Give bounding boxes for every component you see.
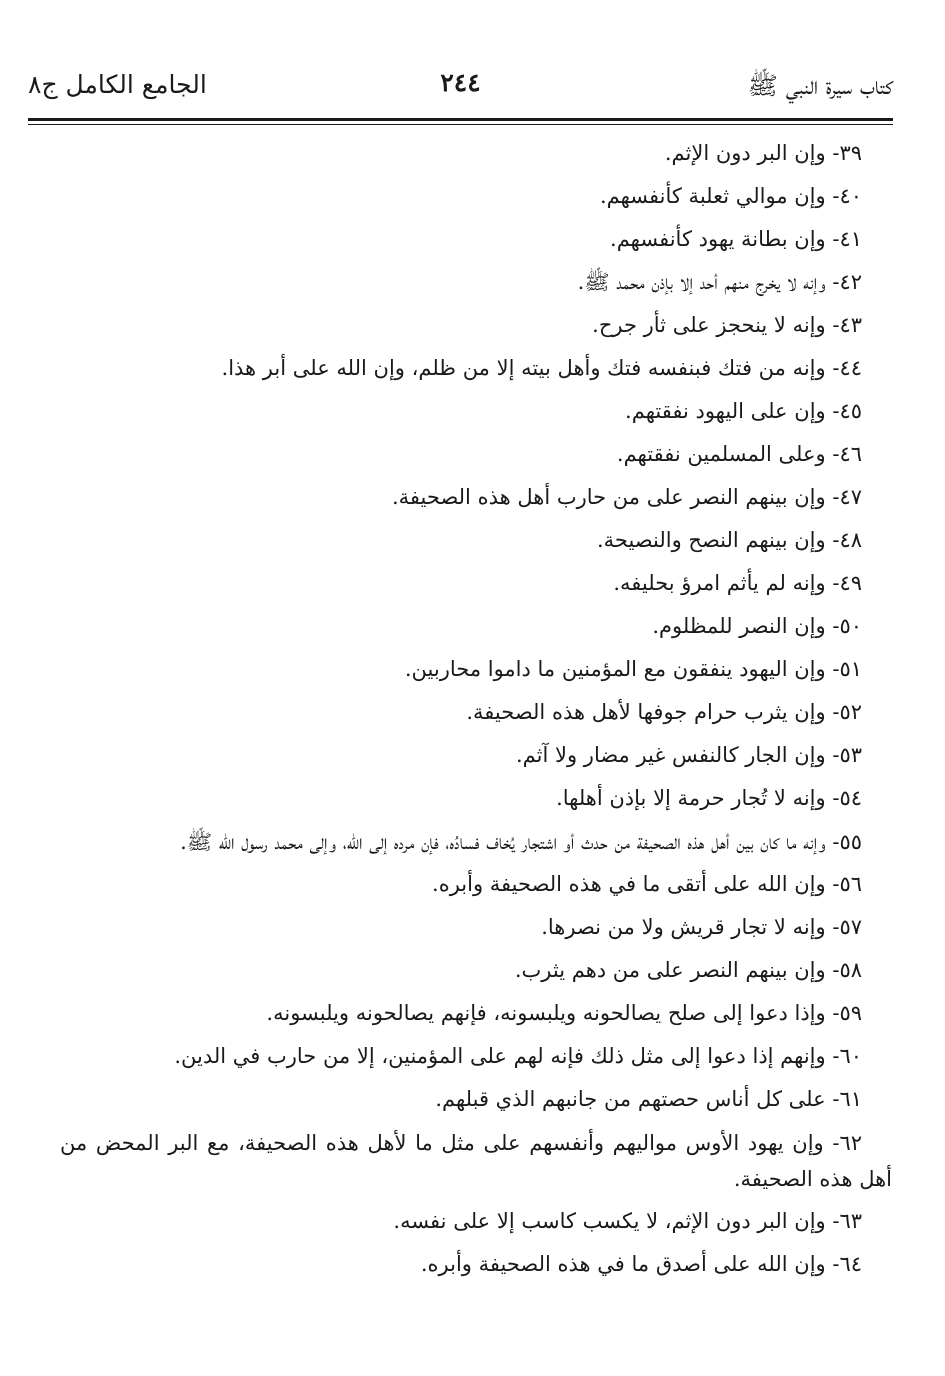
header-rule-thick: [28, 118, 893, 121]
clause-item: ٤٦- وعلى المسلمين نفقتهم.: [616, 442, 862, 466]
clause-item: ٦٣- وإن البر دون الإثم، لا يكسب كاسب إلا على نفسه.: [393, 1209, 862, 1233]
collection-title: الجامع الكامل ج٨: [28, 70, 207, 99]
clause-item: ٤٧- وإن بينهم النصر على من حارب أهل هذه الصحيفة.: [392, 485, 862, 509]
page-number: ٢٤٤: [440, 68, 481, 97]
clause-item: ٦١- على كل أناس حصتهم من جانبهم الذي قبلهم.: [435, 1087, 862, 1111]
clause-item: ٤٨- وإن بينهم النصح والنصيحة.: [596, 528, 862, 552]
clause-item: ٤٠- وإن موالي ثعلبة كأنفسهم.: [599, 184, 862, 208]
clause-list: [60, 132, 892, 1286]
clause-item: ٤٣- وإنه لا ينحجز على ثأر جرح.: [592, 313, 862, 337]
clause-item: ٤٤- وإنه من فتك فبنفسه فتك وأهل بيته إلا من ظلم، وإن الله على أبر هذا.: [221, 356, 862, 380]
clause-item: ٦٤- وإن الله على أصدق ما في هذه الصحيفة وأبره.: [420, 1252, 862, 1276]
clause-item: ٥٢- وإن يثرب حرام جوفها لأهل هذه الصحيفة.: [466, 700, 862, 724]
clause-item: ٥٦- وإن الله على أتقى ما في هذه الصحيفة وأبره.: [432, 872, 862, 896]
clause-item: ٥٧- وإنه لا تجار قريش ولا من نصرها.: [541, 915, 862, 939]
clause-item: ٥٣- وإن الجار كالنفس غير مضار ولا آثم.: [516, 743, 862, 767]
clause-item: ٦٢- وإن يهود الأوس مواليهم وأنفسهم على مثل ما لأهل هذه الصحيفة، مع البر المحض من أهل هذه الصحيفة.: [60, 1131, 892, 1191]
clause-item: ٥١- وإن اليهود ينفقون مع المؤمنين ما داموا محاربين.: [404, 657, 862, 681]
running-header: [28, 68, 893, 108]
clause-item: ٦٠- وإنهم إذا دعوا إلى مثل ذلك فإنه لهم على المؤمنين، إلا من حارب في الدين.: [174, 1044, 862, 1068]
clause-item: ٥٤- وإنه لا تُجار حرمة إلا بإذن أهلها.: [556, 786, 862, 810]
clause-item: ٣٩- وإن البر دون الإثم.: [664, 141, 862, 165]
clause-item: ٤٢- وإنه لا يخرج منهم أحد إلا بإذن محمد ﷺ.: [577, 270, 862, 294]
clause-item: ٤١- وإن بطانة يهود كأنفسهم.: [610, 227, 862, 251]
clause-item: ٥٨- وإن بينهم النصر على من دهم يثرب.: [514, 958, 862, 982]
clause-item: ٤٥- وإن على اليهود نفقتهم.: [625, 399, 862, 423]
clause-item: ٤٩- وإنه لم يأثم امرؤ بحليفه.: [613, 571, 862, 595]
clause-item: ٥٠- وإن النصر للمظلوم.: [652, 614, 862, 638]
header-rule-thin: [28, 124, 893, 125]
book-title: كتاب سيرة النبي ﷺ: [747, 71, 893, 100]
clause-item: ٥٥- وإنه ما كان بين أهل هذه الصحيفة من حدث أو اشتجار يُخاف فسادُه، فإن مرده إلى الله، وإلى محمد رسول الله ﷺ.: [180, 830, 862, 854]
clause-item: ٥٩- وإذا دعوا إلى صلح يصالحونه ويلبسونه، فإنهم يصالحونه ويلبسونه.: [266, 1001, 862, 1025]
